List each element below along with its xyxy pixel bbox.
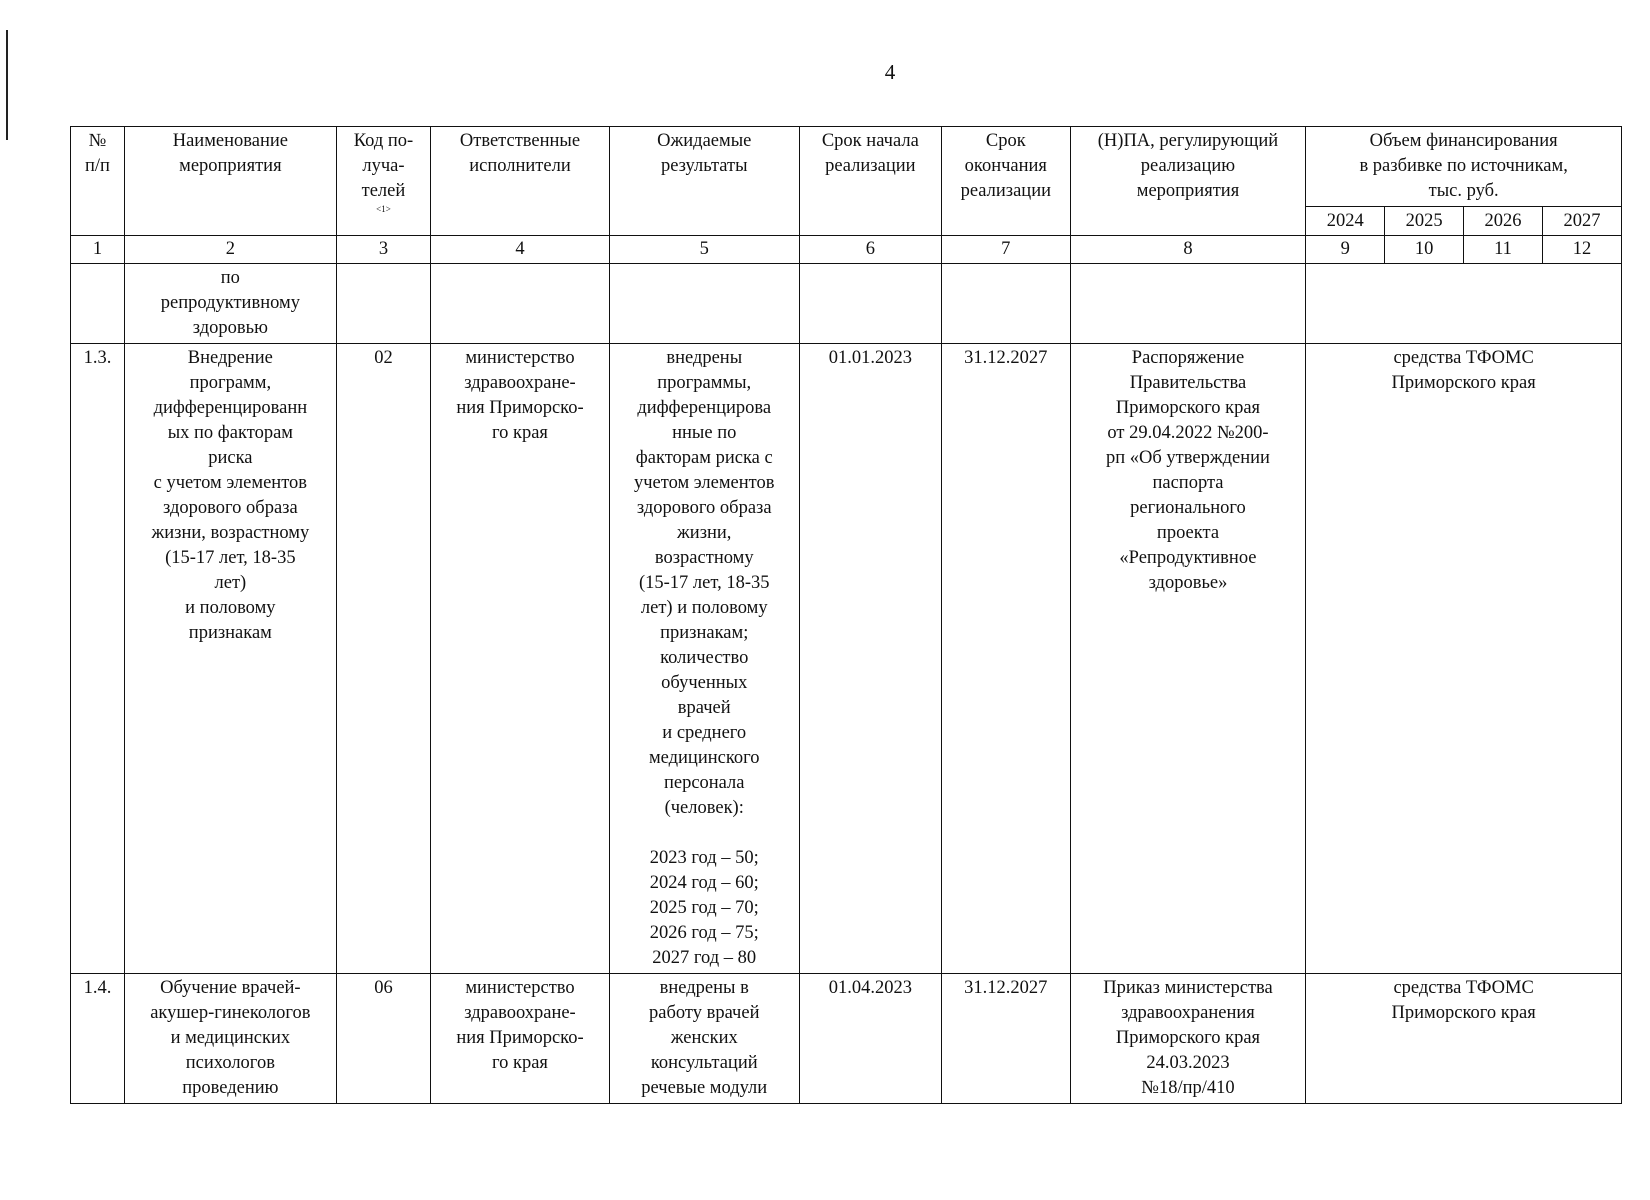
row-responsible <box>431 974 610 1104</box>
column-number: 2 <box>124 236 336 264</box>
table-row <box>71 344 1622 974</box>
page-number: 4 <box>884 60 896 84</box>
text-line: признакам; <box>660 623 749 643</box>
text-line: здорового образа <box>636 498 772 518</box>
row-start: 01.04.2023 <box>799 974 941 1104</box>
text-line: проекта <box>1156 523 1220 543</box>
text-line: Приморского края <box>1391 1003 1536 1023</box>
header-end <box>941 127 1070 236</box>
text-line: жизни, <box>677 523 732 543</box>
text-line: врачей <box>677 698 731 718</box>
text-line: учетом элементов <box>633 473 775 493</box>
text-line: с учетом элементов <box>153 473 308 493</box>
text-line: ния Приморско- <box>456 398 584 418</box>
column-number: 11 <box>1464 236 1543 264</box>
text-line: 2027 год – 80 <box>652 948 757 968</box>
text-line: реализации <box>960 181 1051 201</box>
text-line: от 29.04.2022 №200- <box>1107 423 1269 443</box>
text-line: и медицинских <box>170 1028 291 1048</box>
text-line: мероприятия <box>1136 181 1240 201</box>
text-line: министерство <box>465 978 575 998</box>
text-line: результаты <box>660 156 748 176</box>
column-number: 7 <box>941 236 1070 264</box>
text-line: возрастному <box>654 548 754 568</box>
header-code-text <box>340 129 427 204</box>
text-line: 24.03.2023 <box>1146 1053 1230 1073</box>
text-line: тыс. руб. <box>1428 181 1499 201</box>
row-num: 1.4. <box>71 974 125 1104</box>
row-results <box>609 344 799 974</box>
column-number: 8 <box>1070 236 1306 264</box>
row-code: 06 <box>336 974 430 1104</box>
header-results <box>609 127 799 236</box>
text-line: психологов <box>185 1053 275 1073</box>
row-end: 31.12.2027 <box>941 344 1070 974</box>
header-code <box>336 127 430 236</box>
header-start <box>799 127 941 236</box>
scan-edge-mark <box>6 30 8 140</box>
text-line: количество <box>660 648 749 668</box>
text-line: лет) <box>214 573 247 593</box>
text-line: го края <box>491 423 548 443</box>
text-line: признакам <box>188 623 272 643</box>
row-code: 02 <box>336 344 430 974</box>
text-line: (человек): <box>664 798 744 818</box>
row-npa <box>1070 344 1306 974</box>
text-line: № <box>88 131 107 151</box>
text-line: и среднего <box>662 723 747 743</box>
text-line: женских <box>670 1028 738 1048</box>
row-funding <box>1306 264 1622 344</box>
text-line: реализации <box>825 156 916 176</box>
row-num: 1.3. <box>71 344 125 974</box>
text-line: (Н)ПА, регулирующий <box>1097 131 1279 151</box>
text-line: Обучение врачей- <box>160 978 301 998</box>
row-npa <box>1070 264 1306 344</box>
text-line: Правительства <box>1129 373 1247 393</box>
table-row <box>71 974 1622 1104</box>
column-number: 4 <box>431 236 610 264</box>
text-line: лет) и половому <box>640 598 768 618</box>
row-funding <box>1306 344 1622 974</box>
text-line: здоровье» <box>1148 573 1228 593</box>
column-number: 12 <box>1542 236 1621 264</box>
column-number: 3 <box>336 236 430 264</box>
text-line: средства ТФОМС <box>1393 348 1534 368</box>
row-name <box>124 264 336 344</box>
text-line: и половому <box>185 598 276 618</box>
text-line: «Репродуктивное <box>1119 548 1257 568</box>
row-name <box>124 974 336 1104</box>
table-row <box>71 264 1622 344</box>
row-funding <box>1306 974 1622 1104</box>
row-end <box>941 264 1070 344</box>
text-line: Ожидаемые <box>657 131 752 151</box>
text-line: рп «Об утверждении <box>1106 448 1270 468</box>
text-line: 2025 год – 70; <box>649 898 759 918</box>
text-line: регионального <box>1130 498 1246 518</box>
text-line: акушер-гинекологов <box>150 1003 311 1023</box>
text-line: Внедрение <box>187 348 273 368</box>
text-line: нные по <box>672 423 737 443</box>
text-line: обученных <box>661 673 748 693</box>
text-line: Приморского края <box>1391 373 1536 393</box>
text-line: Приморского края <box>1115 398 1261 418</box>
text-line: здравоохране- <box>464 373 576 393</box>
activities-table <box>70 126 1622 1104</box>
row-responsible <box>431 344 610 974</box>
text-line: программы, <box>657 373 752 393</box>
text-line: 2026 год – 75; <box>649 923 759 943</box>
row-responsible <box>431 264 610 344</box>
text-line: Объем финансирования <box>1369 131 1558 151</box>
header-year: 2027 <box>1542 207 1621 236</box>
text-line: Срок <box>985 131 1026 151</box>
row-start <box>799 264 941 344</box>
text-line: программ, <box>189 373 272 393</box>
column-number: 5 <box>609 236 799 264</box>
text-line: телей <box>361 181 406 201</box>
text-line: 2024 год – 60; <box>649 873 759 893</box>
column-number: 10 <box>1385 236 1464 264</box>
text-line: персонала <box>663 773 745 793</box>
text-line: средства ТФОМС <box>1393 978 1534 998</box>
row-num <box>71 264 125 344</box>
text-line: п/п <box>85 156 110 176</box>
text-line: репродуктивному <box>160 293 300 313</box>
text-line: паспорта <box>1152 473 1224 493</box>
text-line: Приказ министерства <box>1103 978 1273 998</box>
header-responsible <box>431 127 610 236</box>
text-line: здоровью <box>192 318 268 338</box>
row-npa <box>1070 974 1306 1104</box>
text-line: в разбивке по источникам, <box>1359 156 1568 176</box>
text-line: речевые модули <box>641 1078 768 1098</box>
header-funding <box>1306 127 1622 207</box>
header-year: 2024 <box>1306 207 1385 236</box>
row-end: 31.12.2027 <box>941 974 1070 1104</box>
text-line: дифференцирова <box>637 398 772 418</box>
text-line: окончания <box>964 156 1047 176</box>
text-line: 2023 год – 50; <box>649 848 759 868</box>
row-code <box>336 264 430 344</box>
row-results <box>609 264 799 344</box>
text-line: №18/пр/410 <box>1141 1078 1235 1098</box>
header-code-footnote: <1> <box>376 204 391 214</box>
text-line: луча- <box>362 156 405 176</box>
text-line: проведению <box>182 1078 279 1098</box>
text-line: внедрены в <box>659 978 749 998</box>
text-line: реализацию <box>1140 156 1236 176</box>
text-line: Срок начала <box>821 131 919 151</box>
text-line: (15-17 лет, 18-35 <box>638 573 770 593</box>
column-number: 6 <box>799 236 941 264</box>
text-line <box>613 821 796 846</box>
text-line: ых по факторам <box>167 423 293 443</box>
text-line: исполнители <box>469 156 571 176</box>
text-line: по <box>220 268 240 288</box>
text-line: внедрены <box>666 348 743 368</box>
column-number: 1 <box>71 236 125 264</box>
text-line: Ответственные <box>459 131 581 151</box>
text-line: Распоряжение <box>1131 348 1245 368</box>
row-results <box>609 974 799 1104</box>
text-line: здравоохране- <box>464 1003 576 1023</box>
header-npa <box>1070 127 1306 236</box>
text-line: Наименование <box>172 131 288 151</box>
text-line: здравоохранения <box>1121 1003 1255 1023</box>
text-line: Код по- <box>353 131 414 151</box>
text-line: здорового образа <box>163 498 298 518</box>
text-line: работу врачей <box>649 1003 760 1023</box>
header-year: 2025 <box>1385 207 1464 236</box>
text-line: риска <box>208 448 253 468</box>
text-line: консультаций <box>650 1053 758 1073</box>
text-line: жизни, возрастному <box>151 523 310 543</box>
text-line: дифференцированн <box>153 398 308 418</box>
header-year: 2026 <box>1464 207 1543 236</box>
text-line: (15-17 лет, 18-35 <box>165 548 296 568</box>
text-line: министерство <box>465 348 575 368</box>
text-line: медицинского <box>648 748 760 768</box>
text-line: го края <box>491 1053 548 1073</box>
row-name <box>124 344 336 974</box>
text-line: факторам риска с <box>635 448 773 468</box>
column-number: 9 <box>1306 236 1385 264</box>
header-name <box>124 127 336 236</box>
row-start: 01.01.2023 <box>799 344 941 974</box>
text-line: мероприятия <box>179 156 282 176</box>
header-num <box>71 127 125 236</box>
text-line: Приморского края <box>1115 1028 1261 1048</box>
text-line: ния Приморско- <box>456 1028 584 1048</box>
